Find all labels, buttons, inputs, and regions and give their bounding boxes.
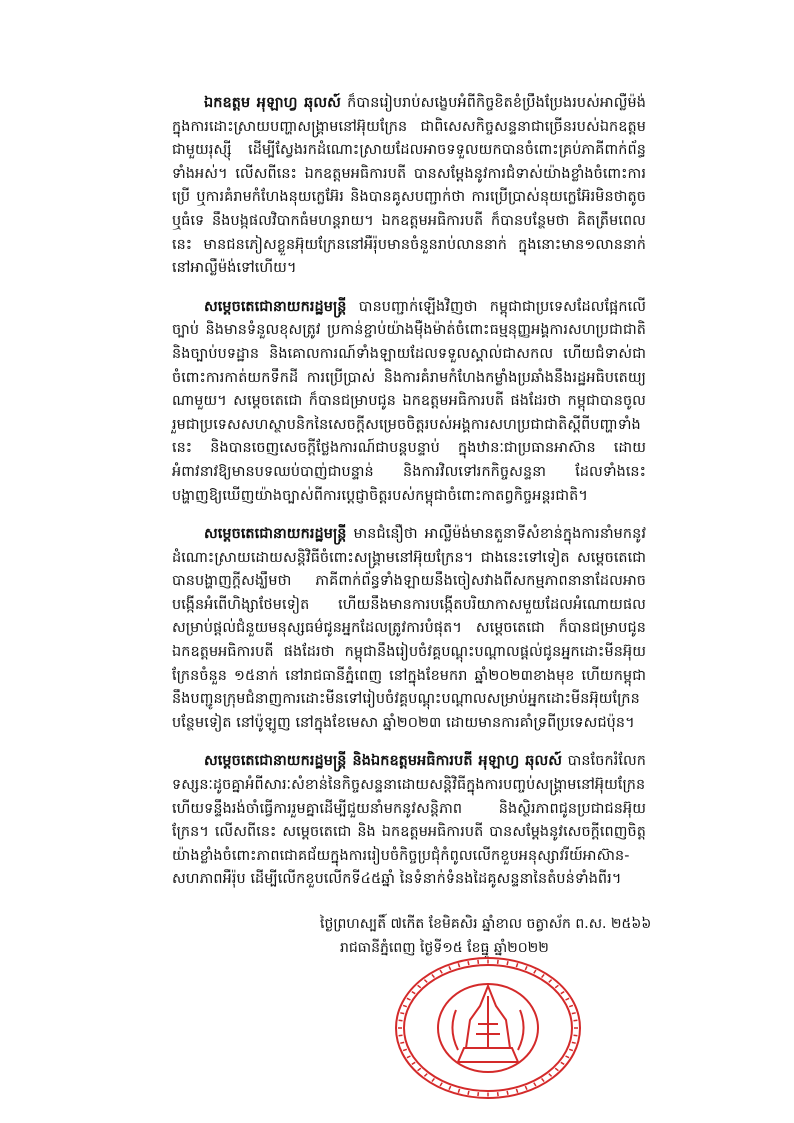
seal-ring-mark (566, 1056, 570, 1058)
seal-ring-mark (516, 1089, 517, 1093)
paragraph-1-text: ក៏បានរៀបរាប់សង្ខេបអំពីកិច្ចខិតខំប្រឹងប្រែងរបស់អាល្លឺម៉ង់ក្នុងការដោះស្រាយបញ្ហាសង្គ្រាមនៅអ៊ុយក្រែន ជាពិសេសកិច្ចសន្ទនាជាច្រើនរបស់ឯកឧត្តមជាមួយរុស្ស៊ី ដើម្បីស្វែងរកដំណោះស្រាយដែលអាចទទួលយកបានចំពោះគ្រប់ភាគីពាក់ព័ន្ធទាំងអស់។ លើសពីនេះ ឯកឧត្តមអធិការបតី បានសម្តែងនូវការជំទាស់យ៉ាងខ្លាំងចំពោះការប្រើ ឬការគំរាមកំហែងនុយក្លេអ៊ែរ និងបានគូសបញ្ជាក់ថា ការប្រើប្រាស់នុយក្លេអ៊ែរមិនថាតូច ឬធំទេ នឹងបង្កផលវិបាកធំមហន្តរាយ។ ឯកឧត្តមអធិការបតី ក៏បានបន្ថែមថា គិតត្រឹមពេលនេះ មានជនភៀសខ្លួនអ៊ុយក្រែននៅអឺរ៉ុបមានចំនួនរាប់លាននាក់ ក្នុងនោះមាន១លាននាក់ នៅអាល្លឺម៉ង់ទៅហើយ។ (172, 95, 646, 277)
seal-ring-mark (574, 1035, 578, 1036)
solar-date: រាជធានីភ្នំពេញ ថ្ងៃទី១៥ ខែធ្នូ ឆ្នាំ២០២២ (340, 940, 549, 956)
paragraph-2-text: បានបញ្ជាក់ឡើងវិញថា កម្ពុជាជាប្រទេសដែលផ្អែកលើច្បាប់ និងមានទំនួលខុសត្រូវ ប្រកាន់ខ្ជាប់យ៉ាងម៉ឺងម៉ាត់ចំពោះធម្មនុញ្ញអង្គការសហប្រជាជាតិ និងច្បាប់បទដ្ឋាន និងគោលការណ៍ទាំងឡាយដែលទទួលស្គាល់ជាសកល ហើយជំទាស់ជាចំពោះការកាត់យកទឹកដី ការប្រើប្រាស់ និងការគំរាមកំហែងកម្លាំងប្រឆាំងនឹងរដ្ឋអធិបតេយ្យណាមួយ។ សម្តេចតេជោ ក៏បានជម្រាបជូន ឯកឧត្តមអធិការបតី ផងដែរថា កម្ពុជាបានចូលរួមជាប្រទេសសហស្ថាបនិកនៃសេចក្តីសម្រេចចិត្តរបស់អង្គការសហប្រជាជាតិស្តីពីបញ្ហាទាំងនេះ និងបានចេញសេចក្តីថ្លែងការណ៍ជាបន្តបន្ទាប់ ក្នុងឋានៈជាប្រធានអាស៊ាន ដោយអំពាវនាវឱ្យមានបទឈប់បាញ់ជាបន្ទាន់ និងការវិលទៅរកកិច្ចសន្ទនា ដែលទាំងនេះបង្ហាញឱ្យឃើញយ៉ាងច្បាស់ពីការប្តេជ្ញាចិត្តរបស់កម្ពុជាចំពោះកាតព្វកិច្ចអន្តរជាតិ។ (172, 298, 646, 504)
paragraph-1 (172, 92, 646, 281)
seal-ring-mark (525, 966, 527, 970)
seal-ring-mark (449, 966, 451, 970)
seal-ring-mark (549, 1074, 552, 1077)
seal-ring-mark (432, 974, 435, 977)
seal-ring-mark (400, 1013, 404, 1014)
seal-ring-mark (440, 1083, 442, 1086)
paragraph-3-lead: សម្តេចតេជោនាយករដ្ឋមន្ត្រី (204, 526, 347, 543)
letter-body (172, 92, 646, 907)
seal-ring-mark (468, 1091, 469, 1095)
seal-ring-mark (507, 1091, 508, 1095)
paragraph-4-lead: សម្តេចតេជោនាយករដ្ឋមន្ត្រី និងឯកឧត្តមអធិការបតី អុឡាហ្វ ឆុលស៍ (204, 753, 563, 770)
seal-ring-mark (458, 1089, 459, 1093)
seal-ring-mark (478, 1092, 479, 1096)
paragraph-3 (172, 523, 646, 735)
paragraph-1-lead: ឯកឧត្តម អុឡាហ្វ ឆុលស៍ (204, 95, 341, 111)
seal-ring-mark (418, 1068, 421, 1071)
seal-ring-mark (569, 1005, 573, 1006)
seal-ring-mark (507, 961, 508, 965)
seal-ring-mark (440, 970, 442, 973)
seal-ring-mark (407, 998, 411, 1000)
official-seal (390, 950, 586, 1102)
seal-ring-mark (400, 1042, 404, 1043)
paragraph-4 (172, 750, 646, 892)
seal-ring-mark (561, 1062, 564, 1064)
seal-ring-mark (403, 1049, 407, 1050)
seal-ring-mark (412, 992, 415, 994)
seal-ring-mark (424, 1074, 427, 1077)
seal-base (458, 1048, 518, 1062)
seal-ring-mark (542, 974, 545, 977)
seal-ring-mark (561, 992, 564, 994)
lunar-date: ថ្ងៃព្រហស្បតិ៍ ៧កើត ខែមិគសិរ ឆ្នាំខាល ចត្វាស័ក ព.ស. ២៥៦៦ (320, 916, 652, 932)
seal-ring-mark (555, 1068, 558, 1071)
paragraph-2 (172, 296, 646, 508)
paragraph-4-text: បានចែករំលែកទស្សនៈដូចគ្នាអំពីសារៈសំខាន់នៃកិច្ចសន្ទនាដោយសន្តិវិធីក្នុងការបញ្ចប់សង្គ្រាមនៅអ៊ុយក្រែន ហើយទន្ទឹងរង់ចាំធ្វើការរួមគ្នាដើម្បីជួយនាំមកនូវសន្តិភាព និងស្ថិរភាពជូនប្រជាជនអ៊ុយក្រែន។ លើសពីនេះ សម្តេចតេជោ និង ឯកឧត្តមអធិការបតី បានសម្តែងនូវសេចក្តីពេញចិត្តយ៉ាងខ្លាំងចំពោះភាពជោគជ័យក្នុងការរៀបចំកិច្ចប្រជុំកំពូលលើកខួបអនុស្សាវរីយ៍អាស៊ាន-សហភាពអឺរ៉ុប ដើម្បីលើកខួបលើកទី៤៥ឆ្នាំ នៃទំនាក់ទំនងដៃគូសន្ទនានៃតំបន់ទាំងពីរ។ (172, 753, 646, 888)
seal-ring-mark (542, 1078, 545, 1081)
seal-ring-mark (549, 980, 552, 983)
seal-ring-mark (572, 1042, 576, 1043)
seal-ring-mark (574, 1020, 578, 1021)
seal-ring-mark (569, 1049, 573, 1050)
seal-ring-mark (458, 963, 459, 967)
seal-ring-mark (449, 1086, 451, 1090)
seal-ring-mark (432, 1078, 435, 1081)
seal-ring-mark (555, 985, 558, 988)
seal-ring-mark (516, 963, 517, 967)
seal-ring-mark (468, 961, 469, 965)
paragraph-2-lead: សម្តេចតេជោនាយករដ្ឋមន្ត្រី (204, 298, 347, 315)
seal-ring-mark (534, 970, 536, 973)
seal-ring-mark (418, 985, 421, 988)
seal-ring-mark (478, 960, 479, 964)
paragraph-3-text: មានជំនឿថា អាល្លឺម៉ង់មានតួនាទីសំខាន់ក្នុងការនាំមកនូវដំណោះស្រាយដោយសន្តិវិធីចំពោះសង្គ្រាមនៅអ៊ុយក្រែន។ ជាងនេះទៅទៀត សម្តេចតេជោ បានបង្ហាញក្តីសង្ឃឹមថា ភាគីពាក់ព័ន្ធទាំងឡាយនឹងចៀសវាងពីសកម្មភាពនានាដែលអាចបង្កើនអំពើហិង្សាថែមទៀត ហើយនឹងមានការបង្កើតបរិយាកាសមួយដែលអំណោយផលសម្រាប់ផ្តល់ជំនួយមនុស្សធម៌ជូនអ្នកដែលត្រូវការបំផុត។ សម្តេចតេជោ ក៏បានជម្រាបជូន ឯកឧត្តមអធិការបតី ផងដែរថា កម្ពុជានឹងរៀបចំវគ្គបណ្តុះបណ្តាលផ្តល់ជូនអ្នកដោះមីនអ៊ុយក្រែនចំនួន ១៥នាក់ នៅរាជធានីភ្នំពេញ នៅក្នុងខែមករា ឆ្នាំ២០២៣ខាងមុខ ហើយកម្ពុជានឹងបញ្ជូនក្រុមជំនាញការដោះមីនទៅរៀបចំវគ្គបណ្តុះបណ្តាលសម្រាប់អ្នកដោះមីនអ៊ុយក្រែនបន្ថែមទៀត នៅប៉ូឡូញ នៅក្នុងខែមេសា ឆ្នាំ២០២៣ ដោយមានការគាំទ្រពីប្រទេសជប៉ុន។ (172, 526, 646, 731)
seal-emblem-lines (476, 996, 500, 1048)
seal-ring-mark (498, 1092, 499, 1096)
seal-ring-mark (525, 1086, 527, 1090)
seal-ring-mark (424, 980, 427, 983)
seal-ring-mark (412, 1062, 415, 1064)
seal-graphic (390, 950, 586, 1102)
seal-ring-mark (534, 1083, 536, 1086)
seal-ring-mark (572, 1013, 576, 1014)
seal-ring-mark (566, 998, 570, 1000)
seal-ring-mark (403, 1005, 407, 1006)
seal-ring-mark (399, 1035, 403, 1036)
seal-ring-mark (498, 960, 499, 964)
seal-ring-mark (407, 1056, 411, 1058)
seal-ring-mark (399, 1020, 403, 1021)
